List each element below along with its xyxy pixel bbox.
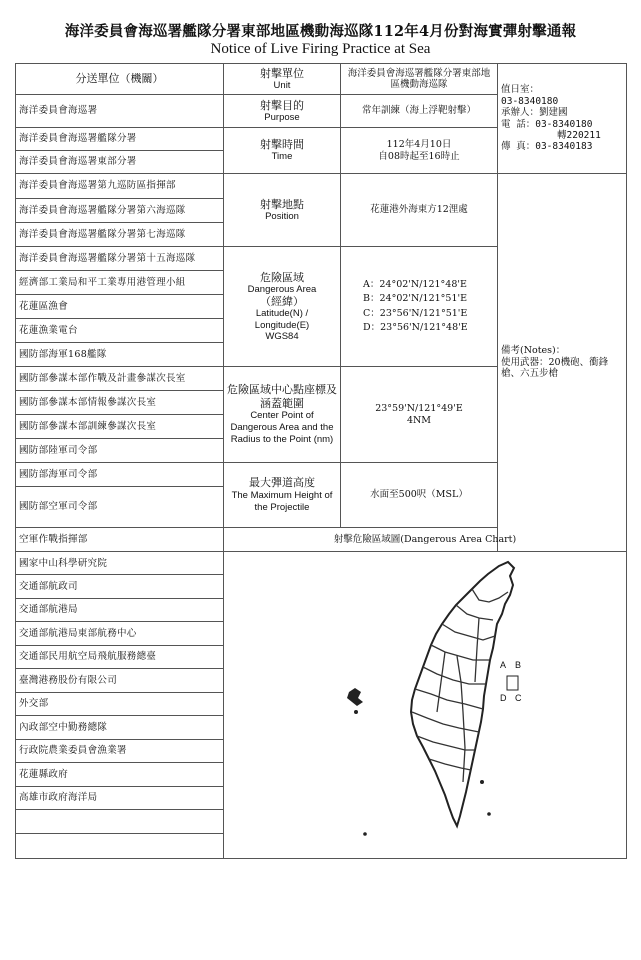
- unit-value: 海洋委員會海巡署艦隊分署東部地區機動海巡隊: [341, 64, 498, 95]
- agency-item: [16, 809, 224, 833]
- danger-area-box: [507, 676, 518, 690]
- agency-item: 海洋委員會海巡署: [16, 95, 224, 128]
- notes: 備考(Notes)： 使用武器：20機砲、衝鋒槍、六五步槍: [498, 174, 627, 552]
- chart-title: 射擊危險區域圖(Dangerous Area Chart): [224, 528, 627, 552]
- agency-item: 海洋委員會海巡署艦隊分署第十五海巡隊: [16, 247, 224, 271]
- notice-table: [15, 63, 627, 859]
- agency-item: 國防部陸軍司令部: [16, 439, 224, 463]
- agency-item: 交通部民用航空局飛航服務總臺: [16, 645, 224, 668]
- purpose-value: 常年訓練（海上浮靶射擊）: [341, 95, 498, 128]
- agency-item: 海洋委員會海巡署艦隊分署第七海巡隊: [16, 223, 224, 247]
- center-point-value: 23°59'N/121°49'E 4NM: [341, 367, 498, 463]
- agency-item: 國防部海軍司令部: [16, 463, 224, 487]
- agency-item: 交通部航港局東部航務中心: [16, 622, 224, 645]
- unit-label: 射擊單位 Unit: [224, 64, 341, 95]
- agencies-header: 分送單位（機關）: [16, 64, 224, 95]
- point-a: A：24°02'N/121°48'E: [363, 279, 467, 290]
- point-c: C：23°56'N/121°51'E: [363, 307, 468, 319]
- agency-item: 國防部參謀本部訓練參謀次長室: [16, 415, 224, 439]
- corner-d-label: D: [500, 693, 507, 703]
- island: [354, 710, 358, 714]
- agency-item: 國家中山科學研究院: [16, 552, 224, 575]
- agency-item: 海洋委員會海巡署艦隊分署: [16, 128, 224, 151]
- agency-item: 經濟部工業局和平工業專用港管理小組: [16, 271, 224, 295]
- danger-area-points: [341, 247, 498, 367]
- agency-item: [16, 834, 224, 859]
- agency-item: 交通部航政司: [16, 575, 224, 598]
- agency-item: 海洋委員會海巡署艦隊分署第六海巡隊: [16, 199, 224, 223]
- agency-item: 高雄市政府海洋局: [16, 786, 224, 809]
- agency-item: 國防部海軍168艦隊: [16, 343, 224, 367]
- position-label: 射擊地點 Position: [224, 174, 341, 247]
- notice-title-zh: 海洋委員會海巡署艦隊分署東部地區機動海巡隊112年4月份對海實彈射擊通報: [64, 23, 577, 40]
- agency-item: 花蓮區漁會: [16, 295, 224, 319]
- point-b: B：24°02'N/121°51'E: [363, 293, 468, 305]
- max-height-label: 最大彈道高度 The Maximum Height of the Projectile: [224, 463, 341, 528]
- position-value: 花蓮港外海東方12浬處: [341, 174, 498, 247]
- agency-item: 臺灣港務股份有限公司: [16, 669, 224, 692]
- penghu-islands: [347, 688, 363, 706]
- agency-item: 行政院農業委員會漁業署: [16, 739, 224, 762]
- agency-item: 海洋委員會海巡署第九巡防區指揮部: [16, 174, 224, 199]
- corner-c-label: C: [515, 693, 522, 703]
- purpose-label: 射擊目的 Purpose: [224, 95, 341, 128]
- agency-item: 國防部參謀本部作戰及計畫參謀次長室: [16, 367, 224, 391]
- agency-item: 國防部參謀本部情報參謀次長室: [16, 391, 224, 415]
- agency-item: 空軍作戰指揮部: [16, 528, 224, 552]
- notice-title-en: Notice of Live Firing Practice at Sea: [210, 41, 431, 57]
- island: [363, 832, 367, 836]
- island: [487, 812, 491, 816]
- dangerous-area-chart: [224, 552, 627, 859]
- corner-b-label: B: [515, 660, 522, 670]
- agency-item: 交通部航港局: [16, 598, 224, 621]
- agency-item: 國防部空軍司令部: [16, 487, 224, 528]
- island: [480, 780, 484, 784]
- agency-item: 外交部: [16, 692, 224, 715]
- taiwan-map: [227, 552, 627, 858]
- agency-item: 內政部空中勤務總隊: [16, 716, 224, 739]
- agency-item: 花蓮縣政府: [16, 763, 224, 786]
- agency-item: 花蓮漁業電台: [16, 319, 224, 343]
- taiwan-outline: [411, 562, 514, 826]
- max-height-value: 水面至500呎（MSL）: [341, 463, 498, 528]
- agency-item: 海洋委員會海巡署東部分署: [16, 151, 224, 174]
- point-d: D：23°56'N/121°48'E: [363, 321, 468, 333]
- time-value: 112年4月10日 自08時起至16時止: [341, 128, 498, 174]
- center-point-label: 危險區域中心點座標及涵蓋範圍 Center Point of Dangerous Area and the Radius to the Point (nm): [224, 367, 341, 463]
- danger-area-label: 危險區域 Dangerous Area （經緯） Latitude(N) / Longitude(E) WGS84: [224, 247, 341, 367]
- contact-info: 值日室： 03-8340180 承辦人：劉建國 電 話：03-8340180 轉220211 傳 真：03-8340183: [498, 64, 627, 174]
- corner-a-label: A: [500, 660, 507, 670]
- time-label: 射擊時間 Time: [224, 128, 341, 174]
